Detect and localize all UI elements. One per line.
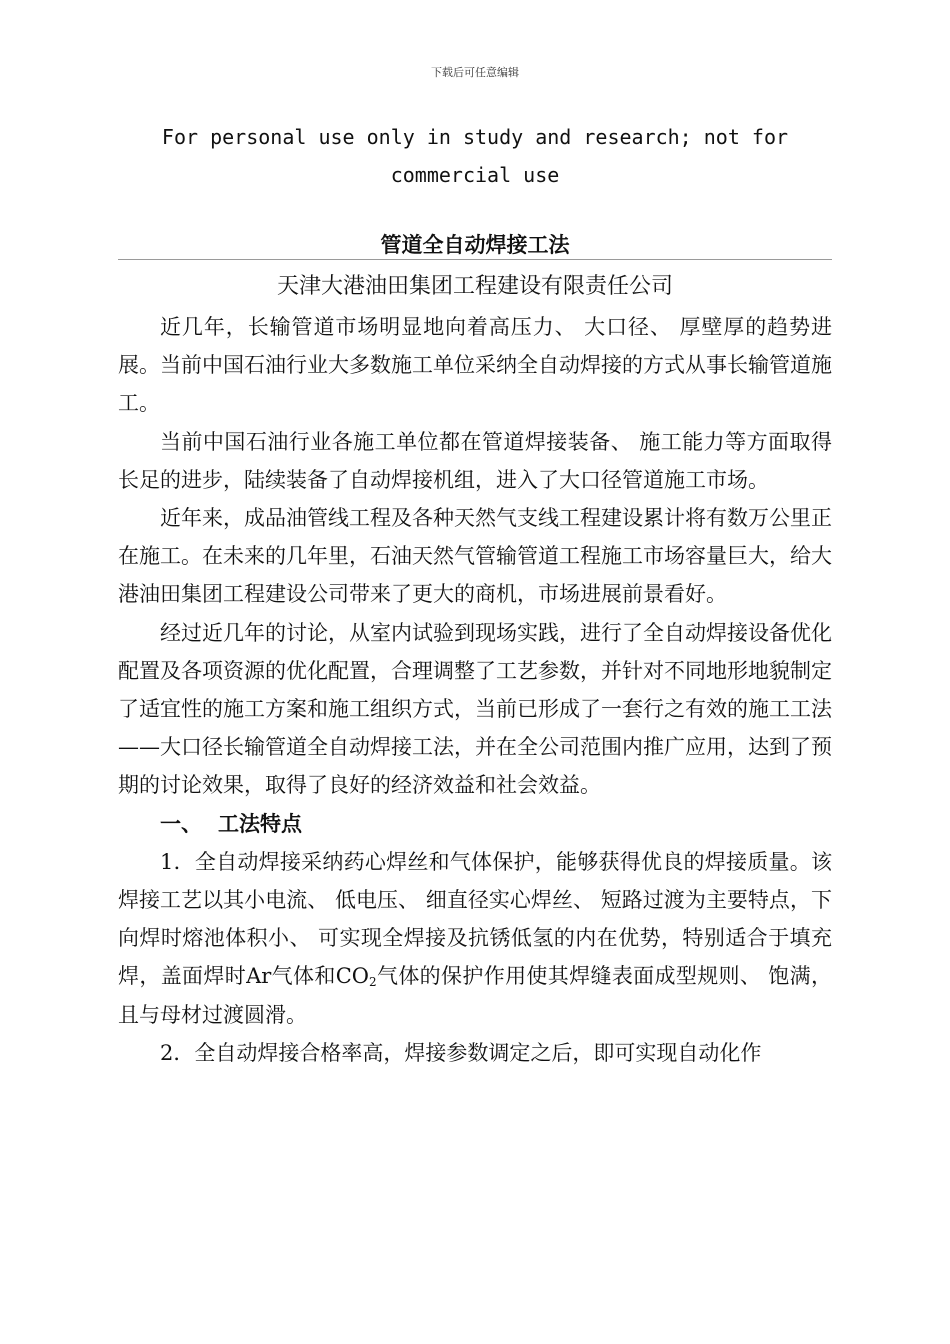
title-divider	[118, 259, 832, 260]
list-item	[118, 843, 832, 1034]
section-title: 工法特点	[218, 811, 302, 836]
subscript: 2	[368, 975, 377, 990]
document-title: 管道全自动焊接工法	[380, 233, 570, 257]
list-item-text: 1．全自动焊接采纳药心焊丝和气体保护，能够获得优良的焊接质量。该焊接工艺以其小电流、 低电压、 细直径实心焊丝、 短路过渡为主要特点，下向焊时熔池体积小、 可实现全焊接及抗锈低氢的内在优势，特别适合于填充焊，盖面焊时Ar气体和CO	[118, 849, 832, 989]
section-heading	[118, 805, 832, 843]
paragraph: 当前中国石油行业各施工单位都在管道焊接装备、 施工能力等方面取得长足的进步，陆续装备了自动焊接机组，进入了大口径管道施工市场。	[118, 429, 832, 492]
disclaimer-text: For personal use only in study and research; not for commercial use	[161, 125, 789, 187]
header-note: 下载后可任意编辑	[431, 66, 519, 79]
list-item-text: 气体的保护作用使其焊缝表面成型规则、 饱满，且与母材过渡圆滑。	[118, 964, 832, 1027]
company-name: 天津大港油田集团工程建设有限责任公司	[276, 274, 673, 299]
paragraph: 近几年，长输管道市场明显地向着高压力、 大口径、 厚壁厚的趋势进展。当前中国石油行业大多数施工单位采纳全自动焊接的方式从事长输管道施工。	[118, 315, 832, 416]
paragraph: 经过近几年的讨论，从室内试验到现场实践，进行了全自动焊接设备优化配置及各项资源的优化配置，合理调整了工艺参数，并针对不同地形地貌制定了适宜性的施工方案和施工组织方式，当前已形成了一套行之有效的施工工法——大口径长输管道全自动焊接工法，并在全公司范围内推广应用，达到了预期的讨论效果，取得了良好的经济效益和社会效益。	[118, 620, 832, 798]
list-item: 2．全自动焊接合格率高，焊接参数调定之后，即可实现自动化作	[160, 1040, 762, 1065]
paragraph: 近年来，成品油管线工程及各种天然气支线工程建设累计将有数万公里正在施工。在未来的几年里，石油天然气管输管道工程施工市场容量巨大，给大港油田集团工程建设公司带来了更大的商机，市场进展前景看好。	[118, 506, 832, 607]
section-number: 一、	[160, 811, 202, 836]
document-body	[118, 308, 832, 1072]
